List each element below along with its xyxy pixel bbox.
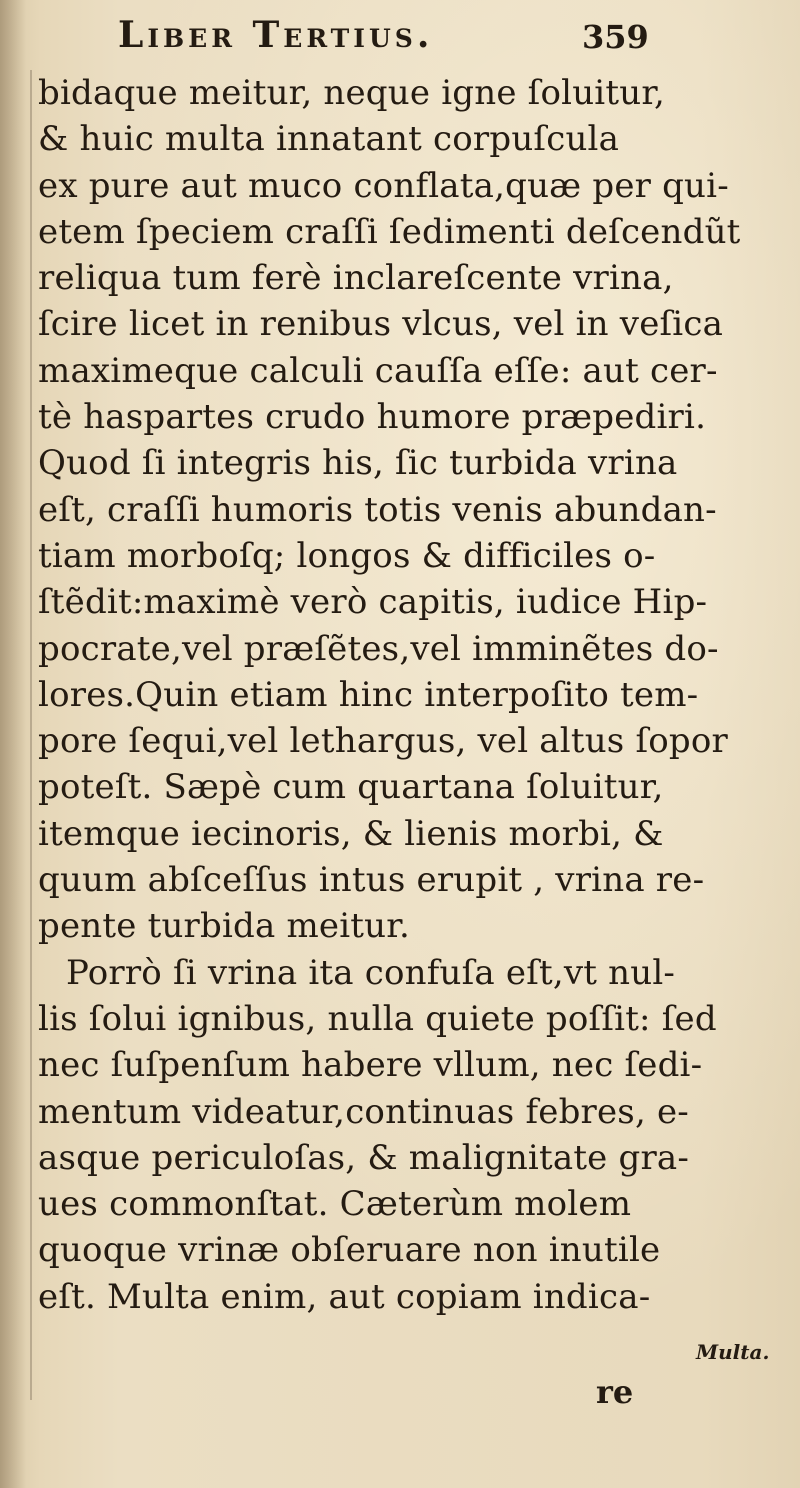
text-line: pore ſequi,vel lethargus, vel altus ſopor bbox=[38, 721, 728, 762]
text-line: eſt, craſſi humoris totis venis abundan- bbox=[38, 489, 717, 530]
text-line: ſtẽdit:maximè verò capitis, iudice Hip- bbox=[38, 582, 708, 623]
text-line: Quod ſi integris his, ſic turbida vrina bbox=[38, 443, 678, 484]
text-line: mentum videatur,continuas febres, e- bbox=[38, 1091, 689, 1132]
paragraph-start-line: Porrò ſi vrina ita confuſa eſt,vt nul- bbox=[66, 952, 676, 993]
text-line: & huic multa innatant corpuſcula bbox=[38, 119, 620, 160]
text-line: maximeque calculi cauſſa eſſe: aut cer- bbox=[38, 350, 718, 391]
text-line: quoque vrinæ obſeruare non inutile bbox=[38, 1230, 661, 1271]
running-head-title: Liber Tertius. bbox=[118, 14, 434, 56]
inner-margin-edge bbox=[30, 70, 32, 1400]
text-line: reliqua tum ferè inclareſcente vrina, bbox=[38, 258, 674, 299]
text-line: itemque iecinoris, & lienis morbi, & bbox=[38, 813, 664, 854]
text-line: etem ſpeciem craſſi ſedimenti deſcendũt bbox=[38, 211, 741, 252]
text-line: bidaque meitur, neque igne ſoluitur, bbox=[38, 73, 666, 113]
running-head bbox=[0, 14, 800, 62]
text-line: quum abſceſſus intus erupit , vrina re- bbox=[38, 860, 705, 901]
text-line: tiam morboſq; longos & difficiles o- bbox=[38, 535, 656, 576]
text-line: pocrate,vel præſẽtes,vel imminẽtes do- bbox=[38, 628, 719, 669]
text-line: lores.Quin etiam hinc interpoſito tem- bbox=[38, 674, 699, 715]
body-text bbox=[38, 70, 741, 1320]
margin-note: Multa. bbox=[696, 1340, 770, 1364]
text-line: eſt. Multa enim, aut copiam indica- bbox=[38, 1276, 651, 1317]
text-line: poteſt. Sæpè cum quartana ſoluitur, bbox=[38, 767, 664, 808]
text-line: tè haspartes crudo humore præpediri. bbox=[38, 397, 707, 438]
page-number: 359 bbox=[582, 18, 649, 56]
text-line: asque periculoſas, & malignitate gra- bbox=[38, 1137, 690, 1178]
text-line: ex pure aut muco conflata,quæ per qui- bbox=[38, 165, 729, 206]
gutter-shadow bbox=[0, 0, 26, 1488]
text-line: ſcire licet in renibus vlcus, vel in veſica bbox=[38, 304, 724, 345]
text-line: lis ſolui ignibus, nulla quiete poſſit: ſed bbox=[38, 998, 717, 1039]
text-line: nec ſuſpenſum habere vllum, nec ſedi- bbox=[38, 1045, 703, 1086]
catchword: re bbox=[596, 1373, 634, 1411]
text-line: ues commonſtat. Cæterùm molem bbox=[38, 1184, 632, 1225]
text-line: pente turbida meitur. bbox=[38, 906, 410, 947]
